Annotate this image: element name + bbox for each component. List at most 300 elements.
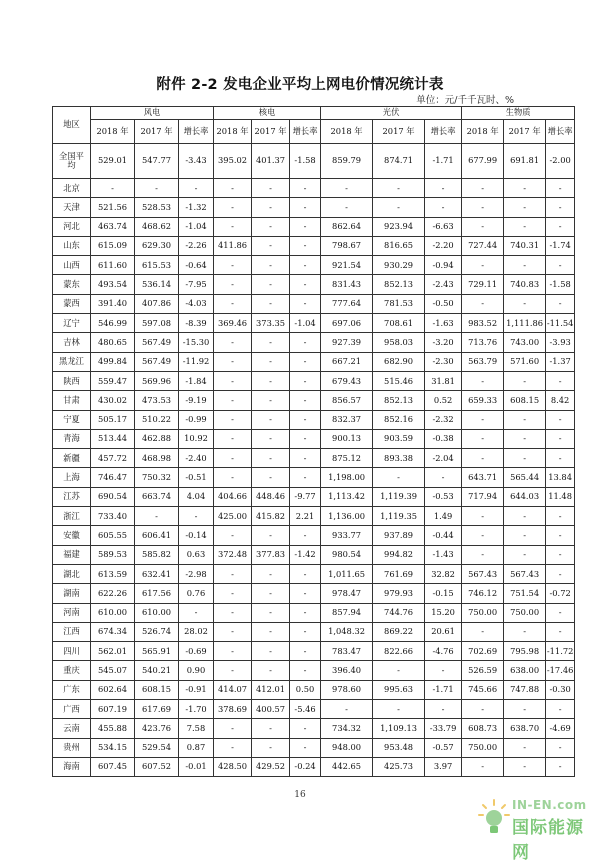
value-cell: - (546, 217, 575, 236)
value-cell: 980.54 (321, 545, 373, 564)
table-row (53, 487, 575, 506)
region-cell: 全国平均 (53, 144, 91, 179)
value-cell: 526.74 (135, 622, 179, 641)
value-cell: 795.98 (504, 642, 546, 661)
region-cell: 北京 (53, 179, 91, 198)
value-cell: 567.43 (504, 564, 546, 583)
value-cell: 428.50 (214, 757, 252, 776)
value-cell: -0.38 (425, 429, 462, 448)
value-cell: - (504, 545, 546, 564)
value-cell: -0.94 (425, 256, 462, 275)
value-cell: 442.65 (321, 757, 373, 776)
value-cell: - (290, 256, 321, 275)
value-cell: 567.43 (462, 564, 504, 583)
table-row (53, 256, 575, 275)
value-cell: 3.97 (425, 757, 462, 776)
value-cell: 0.90 (179, 661, 214, 680)
value-cell: -2.20 (425, 236, 462, 255)
value-cell: - (252, 371, 290, 390)
value-cell: - (462, 179, 504, 198)
region-cell: 新疆 (53, 449, 91, 468)
value-cell: 659.33 (462, 391, 504, 410)
year-header: 2017 年 (252, 120, 290, 144)
table-row (53, 314, 575, 333)
group-header-nuclear: 核电 (214, 107, 321, 120)
value-cell: - (504, 449, 546, 468)
value-cell: 875.12 (321, 449, 373, 468)
table-row (53, 642, 575, 661)
value-cell: -9.19 (179, 391, 214, 410)
value-cell: 429.52 (252, 757, 290, 776)
value-cell: -1.58 (546, 275, 575, 294)
value-cell: 526.59 (462, 661, 504, 680)
value-cell: - (546, 738, 575, 757)
value-cell: -2.30 (425, 352, 462, 371)
value-cell: 480.65 (91, 333, 135, 352)
value-cell: - (504, 198, 546, 217)
value-cell: - (462, 545, 504, 564)
value-cell: -0.99 (179, 410, 214, 429)
value-cell: 540.21 (135, 661, 179, 680)
value-cell: - (290, 642, 321, 661)
value-cell: 547.77 (135, 144, 179, 179)
value-cell: 7.58 (179, 719, 214, 738)
value-cell: 610.00 (91, 603, 135, 622)
table-row (53, 294, 575, 313)
value-cell: 414.07 (214, 680, 252, 699)
value-cell: 831.43 (321, 275, 373, 294)
value-cell: 391.40 (91, 294, 135, 313)
value-cell: 597.08 (135, 314, 179, 333)
value-cell: - (546, 371, 575, 390)
value-cell: 1,119.35 (373, 507, 425, 526)
region-cell: 贵州 (53, 738, 91, 757)
value-cell: - (252, 294, 290, 313)
value-cell: 562.01 (91, 642, 135, 661)
value-cell: -0.51 (179, 468, 214, 487)
value-cell: 0.87 (179, 738, 214, 757)
value-cell: - (252, 217, 290, 236)
value-cell: 585.82 (135, 545, 179, 564)
value-cell: - (135, 179, 179, 198)
value-cell: - (546, 198, 575, 217)
value-cell: - (179, 603, 214, 622)
value-cell: 921.54 (321, 256, 373, 275)
value-cell: 400.57 (252, 700, 290, 719)
value-cell: - (214, 564, 252, 583)
value-cell: -1.58 (290, 144, 321, 179)
table-row (53, 429, 575, 448)
value-cell: 2.21 (290, 507, 321, 526)
value-cell: 874.71 (373, 144, 425, 179)
value-cell: - (504, 429, 546, 448)
value-cell: 822.66 (373, 642, 425, 661)
value-cell: - (504, 757, 546, 776)
value-cell: 468.62 (135, 217, 179, 236)
watermark-logo (478, 796, 588, 863)
value-cell: 401.37 (252, 144, 290, 179)
value-cell: - (252, 603, 290, 622)
price-table (52, 106, 575, 777)
table-row (53, 275, 575, 294)
value-cell: 395.02 (214, 144, 252, 179)
region-cell: 湖北 (53, 564, 91, 583)
value-cell: - (214, 584, 252, 603)
value-cell: - (504, 294, 546, 313)
value-cell: 617.56 (135, 584, 179, 603)
value-cell: - (214, 642, 252, 661)
value-cell: 1,113.42 (321, 487, 373, 506)
value-cell: - (321, 700, 373, 719)
growth-rate-header: 增长率 (425, 120, 462, 144)
region-cell: 湖南 (53, 584, 91, 603)
value-cell: - (462, 449, 504, 468)
value-cell: 1.49 (425, 507, 462, 526)
value-cell: 529.01 (91, 144, 135, 179)
value-cell: 948.00 (321, 738, 373, 757)
value-cell: 610.00 (135, 603, 179, 622)
value-cell: 565.44 (504, 468, 546, 487)
value-cell: 903.59 (373, 429, 425, 448)
table-row (53, 603, 575, 622)
value-cell: - (252, 468, 290, 487)
value-cell: - (290, 352, 321, 371)
table-title: 附件 2-2 发电企业平均上网电价情况统计表 (156, 77, 444, 93)
value-cell: - (546, 256, 575, 275)
value-cell: 607.45 (91, 757, 135, 776)
value-cell: 28.02 (179, 622, 214, 641)
value-cell: 567.49 (135, 352, 179, 371)
value-cell: - (290, 217, 321, 236)
value-cell: -15.30 (179, 333, 214, 352)
value-cell: -3.93 (546, 333, 575, 352)
value-cell: 20.61 (425, 622, 462, 641)
value-cell: 751.54 (504, 584, 546, 603)
value-cell: - (546, 449, 575, 468)
value-cell: 953.48 (373, 738, 425, 757)
value-cell: - (290, 622, 321, 641)
value-cell: -1.70 (179, 700, 214, 719)
page-number: 16 (294, 790, 306, 800)
region-cell: 河南 (53, 603, 91, 622)
value-cell: - (252, 584, 290, 603)
value-cell: -11.92 (179, 352, 214, 371)
value-cell: 729.11 (462, 275, 504, 294)
value-cell: 978.60 (321, 680, 373, 699)
value-cell: 750.00 (504, 603, 546, 622)
value-cell: 425.00 (214, 507, 252, 526)
value-cell: 859.79 (321, 144, 373, 179)
value-cell: - (214, 371, 252, 390)
value-cell: - (252, 179, 290, 198)
value-cell: - (214, 198, 252, 217)
value-cell: - (252, 738, 290, 757)
table-row (53, 391, 575, 410)
value-cell: - (462, 410, 504, 429)
value-cell: - (373, 468, 425, 487)
value-cell: - (252, 526, 290, 545)
value-cell: - (425, 661, 462, 680)
value-cell: 407.86 (135, 294, 179, 313)
value-cell: - (252, 410, 290, 429)
value-cell: 1,111.86 (504, 314, 546, 333)
value-cell: -0.01 (179, 757, 214, 776)
value-cell: 740.83 (504, 275, 546, 294)
value-cell: 415.82 (252, 507, 290, 526)
value-cell: - (290, 333, 321, 352)
value-cell: 690.54 (91, 487, 135, 506)
table-row (53, 371, 575, 390)
region-cell: 河北 (53, 217, 91, 236)
value-cell: - (214, 526, 252, 545)
region-cell: 辽宁 (53, 314, 91, 333)
value-cell: - (214, 256, 252, 275)
table-row (53, 661, 575, 680)
value-cell: 937.89 (373, 526, 425, 545)
table-row (53, 410, 575, 429)
region-cell: 吉林 (53, 333, 91, 352)
value-cell: 1,048.32 (321, 622, 373, 641)
value-cell: 463.74 (91, 217, 135, 236)
value-cell: - (214, 333, 252, 352)
value-cell: 862.64 (321, 217, 373, 236)
value-cell: - (252, 622, 290, 641)
value-cell: 697.06 (321, 314, 373, 333)
value-cell: 923.94 (373, 217, 425, 236)
value-cell: 10.92 (179, 429, 214, 448)
value-cell: 606.41 (135, 526, 179, 545)
value-cell: 816.65 (373, 236, 425, 255)
value-cell: 430.02 (91, 391, 135, 410)
value-cell: 607.52 (135, 757, 179, 776)
watermark-en: IN-EN.com (512, 798, 587, 812)
table-row (53, 144, 575, 179)
value-cell: 448.46 (252, 487, 290, 506)
value-cell: - (504, 410, 546, 429)
value-cell: - (462, 294, 504, 313)
region-cell: 甘肃 (53, 391, 91, 410)
value-cell: - (214, 217, 252, 236)
value-cell: 377.83 (252, 545, 290, 564)
value-cell: 691.81 (504, 144, 546, 179)
value-cell: - (504, 526, 546, 545)
value-cell: - (290, 179, 321, 198)
value-cell: - (462, 256, 504, 275)
value-cell: 617.69 (135, 700, 179, 719)
value-cell: 455.88 (91, 719, 135, 738)
value-cell: 423.76 (135, 719, 179, 738)
value-cell: 708.61 (373, 314, 425, 333)
value-cell: 411.86 (214, 236, 252, 255)
value-cell: 682.90 (373, 352, 425, 371)
value-cell: - (504, 507, 546, 526)
value-cell: - (462, 507, 504, 526)
value-cell: 734.32 (321, 719, 373, 738)
value-cell: 32.82 (425, 564, 462, 583)
value-cell: - (252, 391, 290, 410)
value-cell: - (462, 371, 504, 390)
value-cell: 994.82 (373, 545, 425, 564)
value-cell: -1.04 (179, 217, 214, 236)
value-cell: 744.76 (373, 603, 425, 622)
value-cell: - (214, 352, 252, 371)
value-cell: 521.56 (91, 198, 135, 217)
value-cell: 611.60 (91, 256, 135, 275)
region-cell: 海南 (53, 757, 91, 776)
group-header-biomass: 生物质 (462, 107, 575, 120)
region-cell: 广东 (53, 680, 91, 699)
value-cell: 679.43 (321, 371, 373, 390)
value-cell: 674.34 (91, 622, 135, 641)
region-cell: 上海 (53, 468, 91, 487)
value-cell: 559.47 (91, 371, 135, 390)
value-cell: - (546, 429, 575, 448)
value-cell: 638.70 (504, 719, 546, 738)
region-cell: 广西 (53, 700, 91, 719)
value-cell: 750.00 (462, 738, 504, 757)
value-cell: 15.20 (425, 603, 462, 622)
region-cell: 宁夏 (53, 410, 91, 429)
value-cell: - (214, 661, 252, 680)
value-cell: 462.88 (135, 429, 179, 448)
value-cell: 608.15 (135, 680, 179, 699)
value-cell: 608.15 (504, 391, 546, 410)
value-cell: 622.26 (91, 584, 135, 603)
value-cell: - (214, 468, 252, 487)
value-cell: 608.73 (462, 719, 504, 738)
value-cell: - (135, 507, 179, 526)
value-cell: 832.37 (321, 410, 373, 429)
value-cell: -0.24 (290, 757, 321, 776)
value-cell: - (462, 217, 504, 236)
value-cell: 369.46 (214, 314, 252, 333)
value-cell: - (290, 275, 321, 294)
value-cell: -2.40 (179, 449, 214, 468)
value-cell: - (214, 410, 252, 429)
value-cell: 505.17 (91, 410, 135, 429)
value-cell: -2.98 (179, 564, 214, 583)
value-cell: - (462, 429, 504, 448)
value-cell: - (252, 352, 290, 371)
value-cell: 607.19 (91, 700, 135, 719)
value-cell: 745.66 (462, 680, 504, 699)
value-cell: - (546, 622, 575, 641)
value-cell: -0.15 (425, 584, 462, 603)
value-cell: - (462, 622, 504, 641)
value-cell: 615.53 (135, 256, 179, 275)
table-row (53, 352, 575, 371)
table-row (53, 526, 575, 545)
value-cell: - (214, 603, 252, 622)
value-cell: - (290, 719, 321, 738)
value-cell: 499.84 (91, 352, 135, 371)
value-cell: - (290, 468, 321, 487)
growth-rate-header: 增长率 (290, 120, 321, 144)
value-cell: -4.76 (425, 642, 462, 661)
value-cell: -2.43 (425, 275, 462, 294)
value-cell: - (91, 179, 135, 198)
value-cell: - (252, 275, 290, 294)
value-cell: - (546, 179, 575, 198)
value-cell: 900.13 (321, 429, 373, 448)
value-cell: - (321, 179, 373, 198)
value-cell: - (214, 429, 252, 448)
value-cell: 534.15 (91, 738, 135, 757)
value-cell: - (373, 661, 425, 680)
growth-rate-header: 增长率 (546, 120, 575, 144)
value-cell: - (252, 449, 290, 468)
value-cell: 727.44 (462, 236, 504, 255)
value-cell: - (546, 757, 575, 776)
value-cell: - (214, 179, 252, 198)
value-cell: - (462, 757, 504, 776)
year-header: 2017 年 (373, 120, 425, 144)
value-cell: -0.14 (179, 526, 214, 545)
region-cell: 蒙西 (53, 294, 91, 313)
value-cell: 613.59 (91, 564, 135, 583)
value-cell: 468.98 (135, 449, 179, 468)
table-row (53, 468, 575, 487)
value-cell: - (546, 410, 575, 429)
value-cell: - (504, 622, 546, 641)
value-cell: - (290, 391, 321, 410)
value-cell: 629.30 (135, 236, 179, 255)
value-cell: -0.64 (179, 256, 214, 275)
value-cell: 638.00 (504, 661, 546, 680)
value-cell: 927.39 (321, 333, 373, 352)
value-cell: - (504, 371, 546, 390)
table-row (53, 700, 575, 719)
value-cell: - (214, 738, 252, 757)
table-row (53, 622, 575, 641)
value-cell: 1,011.65 (321, 564, 373, 583)
value-cell: - (252, 642, 290, 661)
value-cell: 13.84 (546, 468, 575, 487)
value-cell: 513.44 (91, 429, 135, 448)
value-cell: - (546, 507, 575, 526)
value-cell: - (546, 526, 575, 545)
group-header-solar: 光伏 (321, 107, 462, 120)
value-cell: 565.91 (135, 642, 179, 661)
value-cell: 798.67 (321, 236, 373, 255)
value-cell: 412.01 (252, 680, 290, 699)
value-cell: -2.26 (179, 236, 214, 255)
table-row (53, 236, 575, 255)
region-cell: 四川 (53, 642, 91, 661)
value-cell: -2.00 (546, 144, 575, 179)
region-cell: 重庆 (53, 661, 91, 680)
region-cell: 江苏 (53, 487, 91, 506)
value-cell: -0.50 (425, 294, 462, 313)
value-cell: - (290, 429, 321, 448)
value-cell: - (252, 719, 290, 738)
value-cell: 663.74 (135, 487, 179, 506)
value-cell: - (373, 179, 425, 198)
value-cell: - (290, 449, 321, 468)
value-cell: 856.57 (321, 391, 373, 410)
value-cell: - (290, 564, 321, 583)
value-cell: - (214, 622, 252, 641)
value-cell: 378.69 (214, 700, 252, 719)
region-header: 地区 (53, 107, 91, 144)
value-cell: 536.14 (135, 275, 179, 294)
value-cell: - (462, 700, 504, 719)
table-row (53, 757, 575, 776)
region-cell: 浙江 (53, 507, 91, 526)
value-cell: -4.03 (179, 294, 214, 313)
value-cell: 569.96 (135, 371, 179, 390)
value-cell: 567.49 (135, 333, 179, 352)
